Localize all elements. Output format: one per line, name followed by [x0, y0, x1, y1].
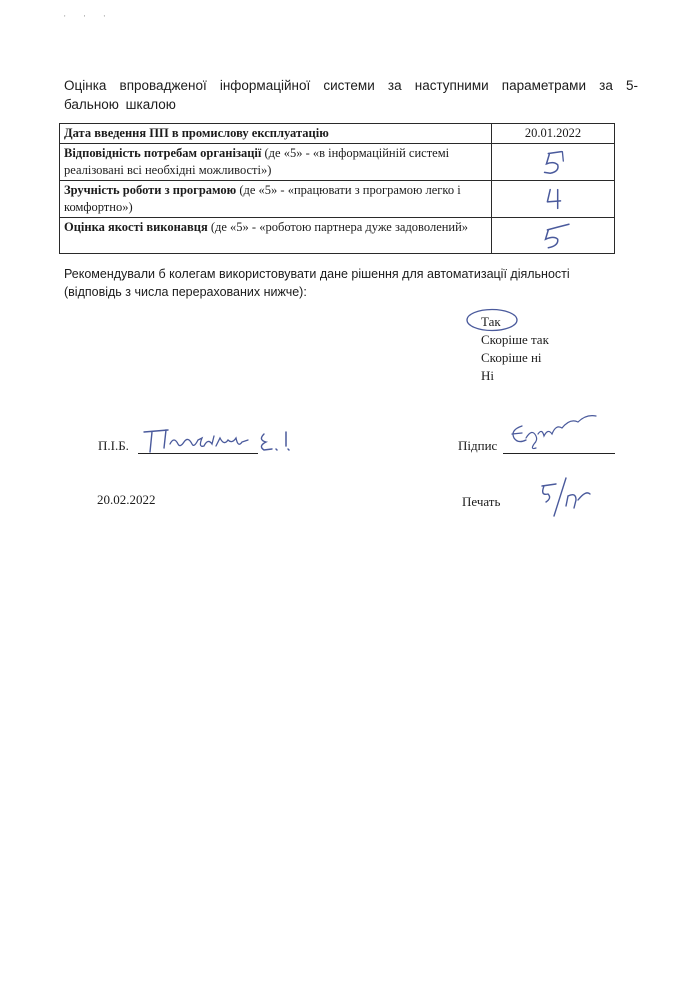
- table-cell-value: [492, 181, 615, 218]
- handwritten-score: [492, 144, 614, 180]
- pib-handwriting: [140, 418, 310, 460]
- row-label-bold: Зручність роботи з програмою: [64, 183, 237, 197]
- table-cell-value: [492, 218, 615, 254]
- table-cell-label: [60, 181, 492, 218]
- table-cell-value: [492, 124, 615, 144]
- document-date: 20.02.2022: [97, 492, 156, 507]
- pidpys-label: Підпис: [458, 438, 498, 453]
- option-rather-yes[interactable]: Скоріше так: [481, 332, 549, 347]
- stamp-handwriting: [536, 472, 596, 522]
- table-row: [60, 124, 615, 144]
- intro-paragraph: Оцінка впровадженої інформаційної системи за наступними параметрами за 5-бальною шкалою: [64, 78, 638, 112]
- handwritten-score: [492, 218, 614, 253]
- table-row: [60, 144, 615, 181]
- pechat-label: Печать: [462, 494, 501, 509]
- row-label-bold: Оцінка якості виконавця: [64, 220, 208, 234]
- recommendation-question: Рекомендували б колегам використовувати дане рішення для автоматизації діяльності (відповідь з числа перерахованих нижче):: [64, 267, 570, 299]
- row-value: 20.01.2022: [524, 126, 582, 140]
- scan-specks: ' ' ': [64, 14, 114, 23]
- table-row: [60, 181, 615, 218]
- pib-label: П.І.Б.: [98, 438, 129, 453]
- table-cell-label: [60, 218, 492, 254]
- table-cell-label: [60, 124, 492, 144]
- option-rather-no[interactable]: Скоріше ні: [481, 350, 542, 365]
- row-label-text: (де «5» - «роботою партнера дуже задоволений»: [207, 220, 469, 234]
- option-yes[interactable]: Так: [481, 314, 501, 329]
- evaluation-table: [59, 123, 615, 254]
- answer-options: [481, 313, 549, 385]
- row-label-bold: Відповідність потребам організації: [64, 146, 262, 160]
- row-label-text: (де «5» - «в інформаційній системі реалізовані всі необхідні можливості»): [64, 146, 450, 177]
- signature: [500, 408, 600, 458]
- option-no[interactable]: Ні: [481, 368, 494, 383]
- handwritten-score: [492, 181, 614, 217]
- table-row: [60, 218, 615, 254]
- row-label-bold: Дата введення ПП в промислову експлуатацію: [64, 126, 329, 140]
- row-label-text: (де «5» - «працювати з програмою легко і комфортно»): [64, 183, 461, 214]
- table-cell-label: [60, 144, 492, 181]
- table-cell-value: [492, 144, 615, 181]
